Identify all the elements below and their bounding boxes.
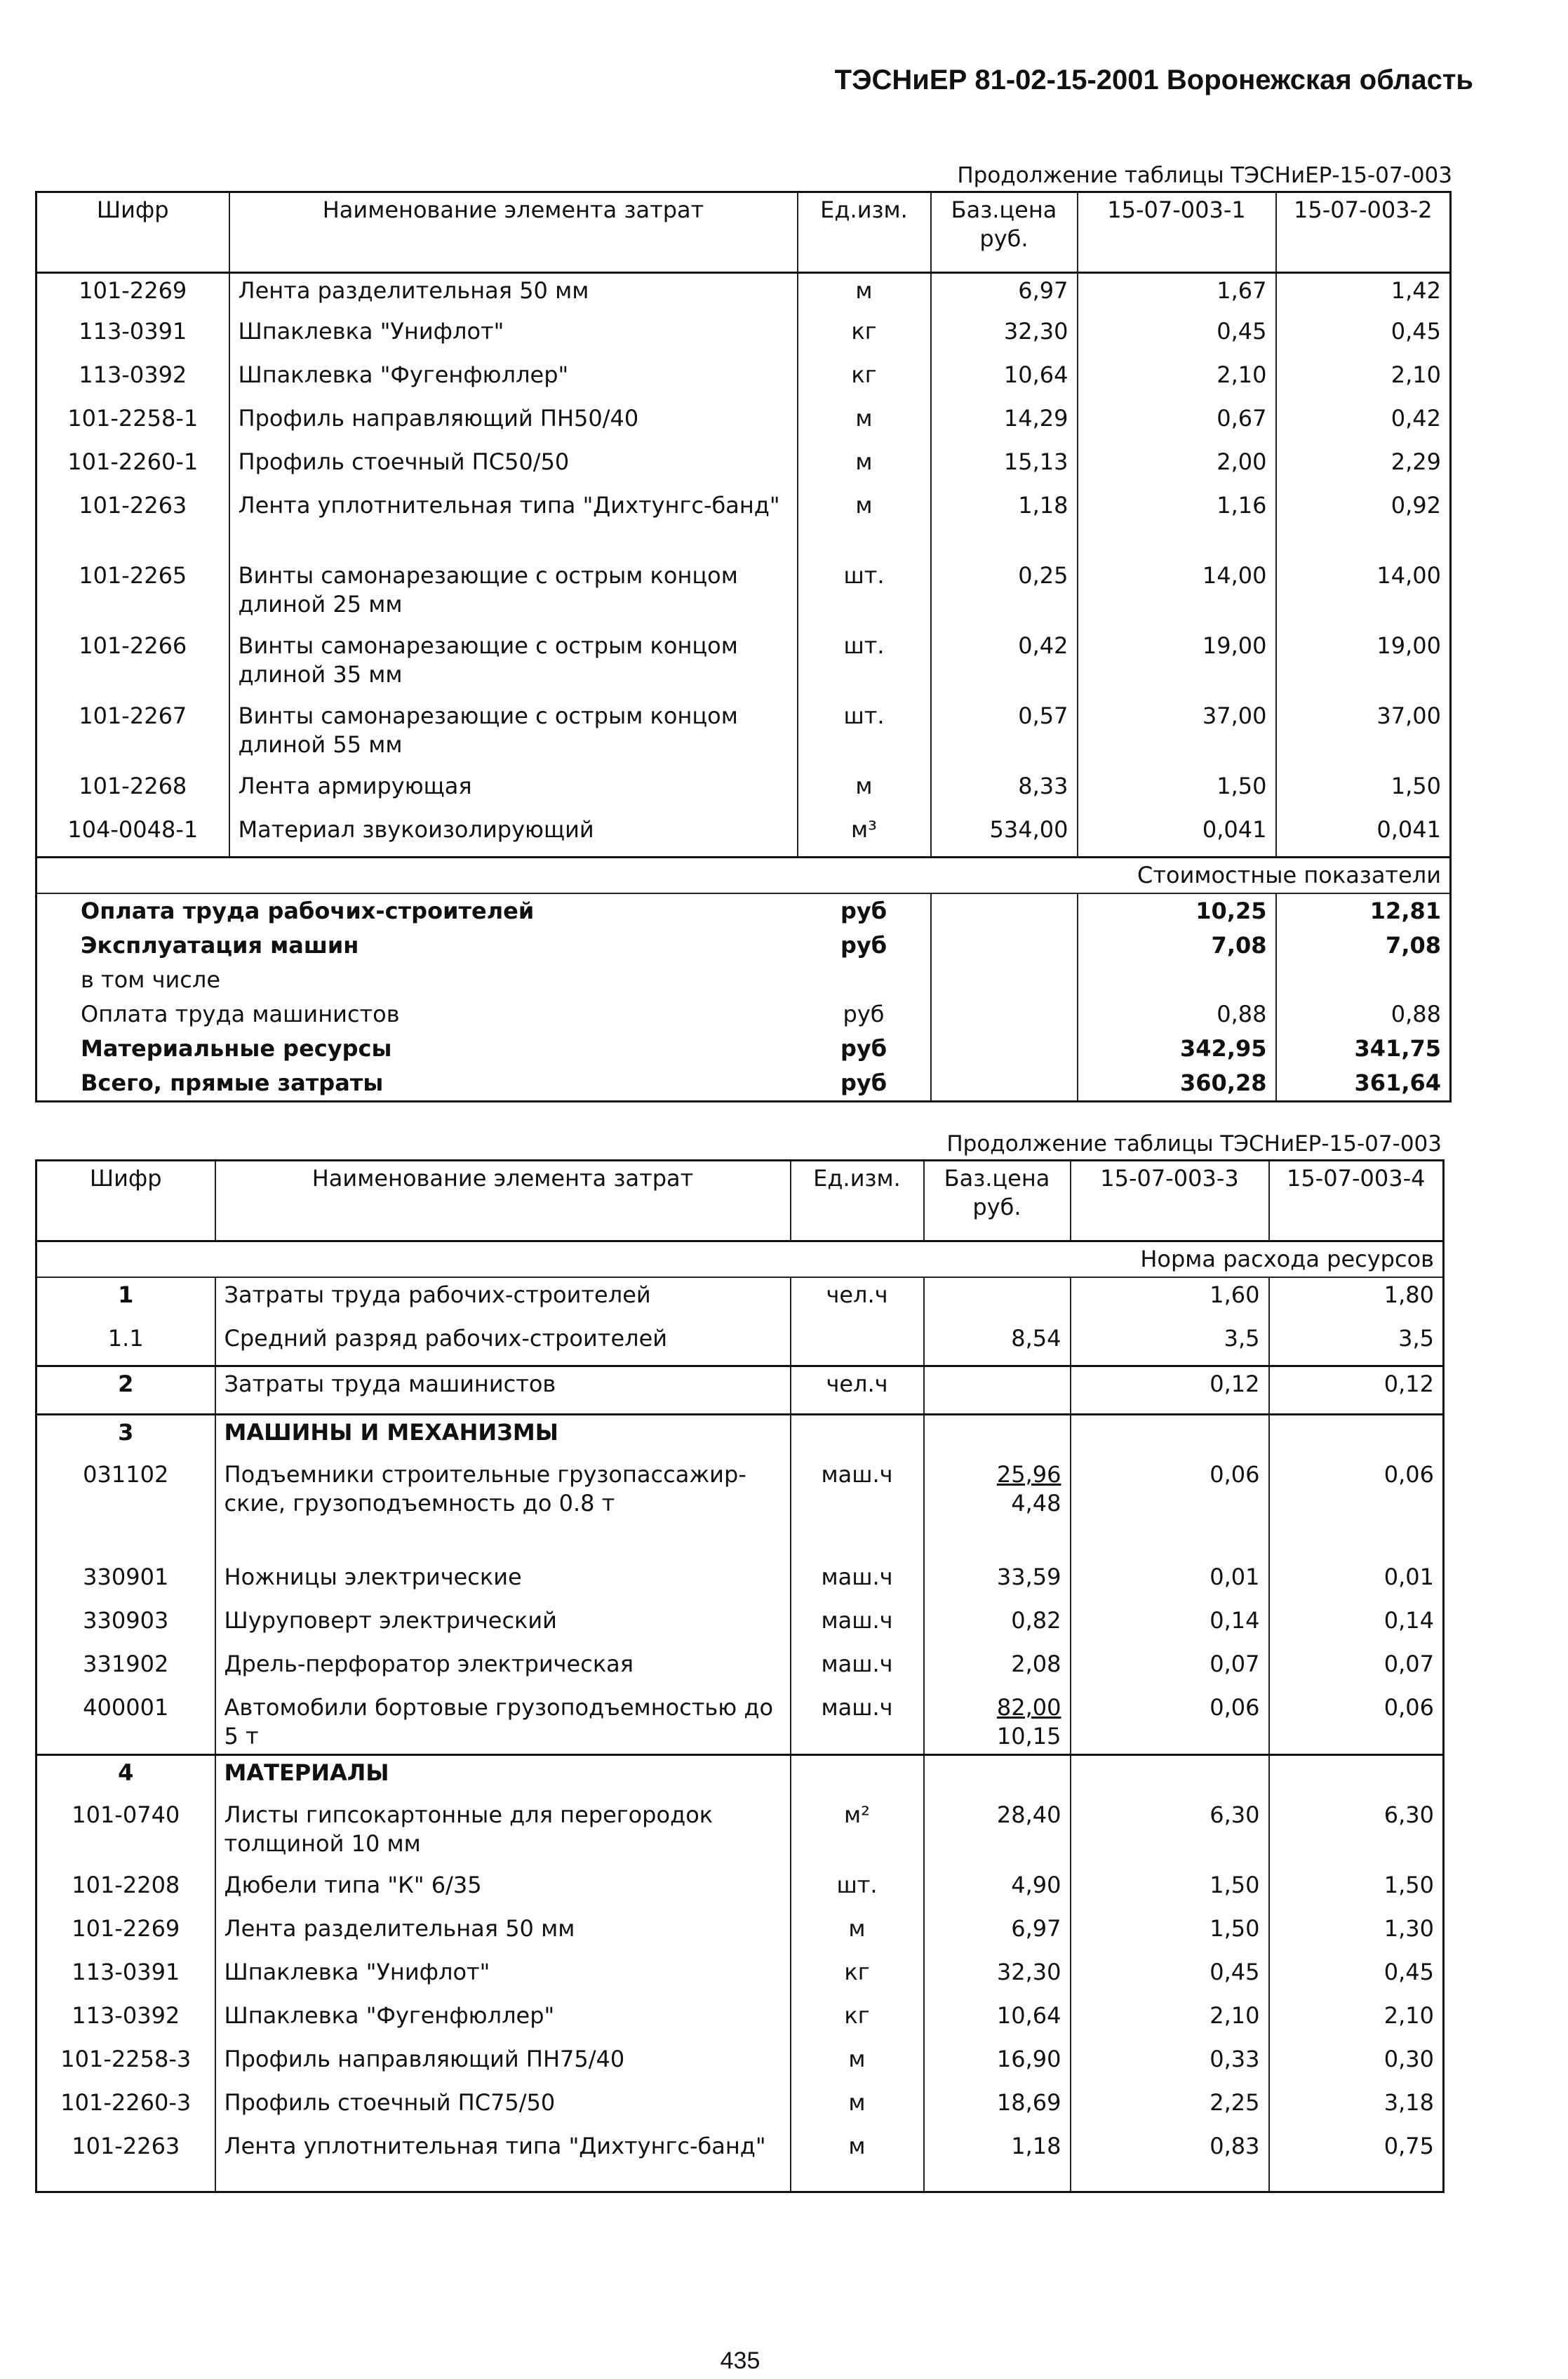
base-price-value: 2,08 (1011, 1650, 1061, 1677)
resource-code: 3 (36, 1414, 215, 1458)
resource-name: Шуруповерт электрический (215, 1604, 791, 1647)
table-row (36, 314, 1451, 358)
unit: м (798, 488, 931, 559)
base-price-value: 16,90 (996, 2045, 1061, 2072)
base-price-value: 4,90 (1011, 1871, 1061, 1898)
norm-value-4: 0,14 (1269, 1604, 1444, 1647)
table-row (36, 1366, 1444, 1414)
resource-code: 4 (36, 1754, 215, 1798)
resource-code: 101-2269 (79, 277, 187, 304)
norm-value-3: 0,12 (1071, 1366, 1269, 1414)
resource-name: Шпаклевка "Фугенфюллер" (215, 1999, 791, 2042)
base-price-value: 8,54 (1011, 1324, 1061, 1352)
cost-value-2: 341,75 (1276, 1032, 1451, 1066)
unit: чел.ч (791, 1366, 924, 1414)
col-header-name: Наименование элемента затрат (229, 192, 798, 273)
cost-name: Оплата труда машинистов (81, 1000, 400, 1027)
unit: м (791, 2086, 924, 2129)
operator-wage-price: 10,15 (996, 1722, 1061, 1750)
section-band-label: Норма расхода ресурсов (36, 1241, 1444, 1277)
resource-code: 104-0048-1 (67, 816, 199, 843)
unit: м (791, 2042, 924, 2086)
base-price-value: 10,64 (996, 2001, 1061, 2029)
resource-name: Средний разряд рабочих-строителей (215, 1321, 791, 1366)
resource-code: 2 (36, 1366, 215, 1414)
norm-value-4: 3,5 (1269, 1321, 1444, 1366)
norm-value-2: 0,041 (1276, 813, 1451, 858)
table-row (36, 769, 1451, 813)
norm-value-1: 2,00 (1078, 445, 1276, 488)
norm-value-3: 1,60 (1071, 1277, 1269, 1321)
resource-name: Дюбели типа "К" 6/35 (215, 1868, 791, 1912)
norm-value-4: 0,06 (1269, 1458, 1444, 1560)
unit: чел.ч (791, 1277, 924, 1321)
norm-value-3: 0,01 (1071, 1560, 1269, 1604)
base-price (924, 1604, 1071, 1647)
table1-caption: Продолжение таблицы ТЭСНиЕР-15-07-003 (957, 163, 1452, 188)
unit: шт. (798, 699, 931, 769)
resource-code: 113-0392 (72, 2001, 180, 2029)
base-price (924, 2042, 1071, 2086)
norm-value-1: 1,50 (1078, 769, 1276, 813)
table2-header-row (36, 1161, 1444, 1241)
norm-value-1: 1,16 (1078, 488, 1276, 559)
unit: м³ (798, 813, 931, 858)
resource-name: Затраты труда рабочих-строителей (215, 1277, 791, 1321)
base-price (924, 1647, 1071, 1691)
base-price: 0,25 (931, 559, 1078, 629)
cost-row (36, 1032, 1451, 1066)
table-row (36, 2042, 1444, 2086)
cost-row (36, 928, 1451, 963)
resource-code: 330901 (83, 1563, 169, 1590)
cost-name: Материальные ресурсы (81, 1034, 392, 1062)
cost-unit: руб (840, 931, 887, 959)
base-price: 14,29 (931, 401, 1078, 445)
resource-code: 101-2268 (79, 773, 187, 799)
norm-value-4: 1,30 (1269, 1912, 1444, 1955)
table-row (36, 1999, 1444, 2042)
cost-value-1: 10,25 (1078, 893, 1276, 928)
unit: кг (798, 358, 931, 401)
base-price: 8,33 (931, 769, 1078, 813)
col-header-name: Наименование элемента затрат (215, 1161, 791, 1241)
norm-value-4: 6,30 (1269, 1798, 1444, 1868)
norm-value-3: 0,14 (1071, 1604, 1269, 1647)
base-price-value: 0,82 (1011, 1606, 1061, 1634)
resource-name: Подъемники строительные грузопассажир-ские, грузоподъемность до 0.8 т (215, 1458, 791, 1560)
table-row (36, 1754, 1444, 1798)
base-price-value: 1,18 (1011, 2132, 1061, 2159)
resource-name: Материал звукоизолирующий (229, 813, 798, 858)
norm-value-2: 2,29 (1276, 445, 1451, 488)
unit: м (798, 273, 931, 315)
norm-value-1: 0,67 (1078, 401, 1276, 445)
resource-name: Затраты труда машинистов (215, 1366, 791, 1414)
base-price-value: 32,30 (996, 1958, 1061, 1985)
col-header-unit: Ед.изм. (798, 192, 931, 273)
cost-row (36, 997, 1451, 1032)
unit: м (798, 769, 931, 813)
table-row (36, 699, 1451, 769)
table-row (36, 1912, 1444, 1955)
norm-value-4: 0,30 (1269, 2042, 1444, 2086)
norm-value-2: 2,10 (1276, 358, 1451, 401)
unit (791, 1414, 924, 1458)
resource-code: 101-2269 (72, 1914, 180, 1942)
table-row (36, 2086, 1444, 2129)
unit: м² (791, 1798, 924, 1868)
norm-value-1: 14,00 (1078, 559, 1276, 629)
table-row (36, 401, 1451, 445)
norm-value-3: 0,33 (1071, 2042, 1269, 2086)
norm-value-3: 2,25 (1071, 2086, 1269, 2129)
table2 (35, 1159, 1445, 2193)
col-header-norm-4: 15-07-003-4 (1269, 1161, 1444, 1241)
operator-wage-price: 4,48 (1011, 1489, 1061, 1517)
norm-value-2: 0,45 (1276, 314, 1451, 358)
section-band-row (36, 858, 1451, 893)
resource-name: Листы гипсокартонные для перегородок толщиной 10 мм (215, 1798, 791, 1868)
norm-value-2: 0,42 (1276, 401, 1451, 445)
norm-value-3 (1071, 1414, 1269, 1458)
cost-unit: руб (840, 1069, 887, 1096)
norm-value-3: 2,10 (1071, 1999, 1269, 2042)
resource-code: 101-2265 (79, 562, 187, 589)
base-price: 0,57 (931, 699, 1078, 769)
base-price: 32,30 (931, 314, 1078, 358)
cost-value-2: 361,64 (1276, 1066, 1451, 1101)
resource-code: 113-0391 (72, 1958, 180, 1985)
resource-name: Лента уплотнительная типа "Дихтунгс-банд" (229, 488, 798, 559)
base-price (924, 1560, 1071, 1604)
resource-name: Автомобили бортовые грузоподъемностью до 5 т (215, 1691, 791, 1754)
table1-header-row (36, 192, 1451, 273)
base-price-value: 6,97 (1011, 1914, 1061, 1942)
table-row (36, 1560, 1444, 1604)
norm-value-4: 3,18 (1269, 2086, 1444, 2129)
base-price-value: 82,00 (996, 1693, 1061, 1721)
norm-value-3: 0,06 (1071, 1691, 1269, 1754)
base-price: 0,42 (931, 629, 1078, 699)
base-price (924, 1754, 1071, 1798)
resource-code: 331902 (83, 1650, 169, 1677)
resource-name: Профиль направляющий ПН75/40 (215, 2042, 791, 2086)
cost-name: в том числе (81, 966, 220, 993)
resource-code: 1 (118, 1281, 134, 1308)
resource-name: Винты самонарезающие с острым концом длиной 35 мм (229, 629, 798, 699)
unit: м (798, 445, 931, 488)
table-row (36, 1414, 1444, 1458)
base-price (924, 1868, 1071, 1912)
norm-value-3: 6,30 (1071, 1798, 1269, 1868)
norm-value-2: 0,92 (1276, 488, 1451, 559)
cost-value-1: 0,88 (1078, 997, 1276, 1032)
resource-code: 101-2260-3 (60, 2088, 192, 2116)
norm-value-4 (1269, 1414, 1444, 1458)
base-price (924, 1366, 1071, 1414)
unit: кг (791, 1999, 924, 2042)
unit (791, 1321, 924, 1366)
cost-value-2: 7,08 (1276, 928, 1451, 963)
table-row (36, 559, 1451, 629)
unit: маш.ч (791, 1691, 924, 1754)
norm-value-4: 1,80 (1269, 1277, 1444, 1321)
norm-value-1: 0,041 (1078, 813, 1276, 858)
resource-code: 031102 (83, 1460, 169, 1488)
table-row (36, 629, 1451, 699)
norm-value-1: 0,45 (1078, 314, 1276, 358)
table-row (36, 1955, 1444, 1999)
col-header-norm-3: 15-07-003-3 (1071, 1161, 1269, 1241)
table-row (36, 445, 1451, 488)
section-band-row (36, 1241, 1444, 1277)
norm-value-4: 2,10 (1269, 1999, 1444, 2042)
unit: маш.ч (791, 1604, 924, 1647)
resource-name: МАТЕРИАЛЫ (215, 1754, 791, 1798)
norm-value-2: 19,00 (1276, 629, 1451, 699)
cost-name: Оплата труда рабочих-строителей (81, 897, 535, 924)
cost-value-1: 360,28 (1078, 1066, 1276, 1101)
norm-value-1: 19,00 (1078, 629, 1276, 699)
base-price (924, 1912, 1071, 1955)
col-header-code: Шифр (36, 1161, 215, 1241)
base-price (924, 1321, 1071, 1366)
unit: шт. (798, 559, 931, 629)
resource-name: Профиль стоечный ПС75/50 (215, 2086, 791, 2129)
base-price (924, 2129, 1071, 2192)
unit: шт. (798, 629, 931, 699)
resource-name: Ножницы электрические (215, 1560, 791, 1604)
page-number: 435 (720, 2347, 760, 2374)
table1 (35, 191, 1452, 1102)
resource-code: 101-2260-1 (67, 448, 199, 475)
cost-unit: руб (840, 897, 887, 924)
table-row (36, 1604, 1444, 1647)
unit: м (791, 2129, 924, 2192)
norm-value-4: 0,06 (1269, 1691, 1444, 1754)
norm-value-3: 1,50 (1071, 1868, 1269, 1912)
col-header-norm-1: 15-07-003-1 (1078, 192, 1276, 273)
base-price (924, 1691, 1071, 1754)
base-price (924, 1999, 1071, 2042)
base-price: 10,64 (931, 358, 1078, 401)
resource-code: 101-2263 (72, 2132, 180, 2159)
resource-code: 400001 (83, 1693, 169, 1721)
cost-row (36, 963, 1451, 997)
cost-empty (931, 997, 1078, 1032)
resource-name: Лента уплотнительная типа "Дихтунгс-банд" (215, 2129, 791, 2192)
base-price-value: 28,40 (996, 1801, 1061, 1828)
resource-code: 101-2267 (79, 702, 187, 729)
norm-value-3: 0,83 (1071, 2129, 1269, 2192)
table-row (36, 1458, 1444, 1560)
section-band-label: Стоимостные показатели (36, 858, 1451, 893)
resource-name: Лента разделительная 50 мм (229, 273, 798, 315)
cost-name: Эксплуатация машин (81, 931, 359, 959)
table-row (36, 1647, 1444, 1691)
norm-value-3 (1071, 1754, 1269, 1798)
resource-code: 101-2263 (79, 492, 187, 519)
norm-value-3: 3,5 (1071, 1321, 1269, 1366)
unit: шт. (791, 1868, 924, 1912)
base-price: 1,18 (931, 488, 1078, 559)
unit: маш.ч (791, 1647, 924, 1691)
norm-value-4: 0,01 (1269, 1560, 1444, 1604)
resource-name: Винты самонарезающие с острым концом длиной 55 мм (229, 699, 798, 769)
col-header-unit: Ед.изм. (791, 1161, 924, 1241)
resource-name: Профиль стоечный ПС50/50 (229, 445, 798, 488)
cost-row (36, 893, 1451, 928)
unit: кг (798, 314, 931, 358)
table-row (36, 1798, 1444, 1868)
norm-value-1: 37,00 (1078, 699, 1276, 769)
norm-value-3: 0,07 (1071, 1647, 1269, 1691)
norm-value-2: 37,00 (1276, 699, 1451, 769)
unit (791, 1754, 924, 1798)
table-row (36, 2129, 1444, 2192)
table-row (36, 488, 1451, 559)
cost-value-1: 342,95 (1078, 1032, 1276, 1066)
resource-code: 101-0740 (72, 1801, 180, 1828)
cost-row (36, 1066, 1451, 1101)
unit: маш.ч (791, 1458, 924, 1560)
base-price (924, 2086, 1071, 2129)
table-row (36, 1691, 1444, 1754)
resource-name: Профиль направляющий ПН50/40 (229, 401, 798, 445)
cost-value-1 (1078, 963, 1276, 997)
cost-unit: руб (843, 1000, 885, 1027)
col-header-price: Баз.цена руб. (924, 1161, 1071, 1241)
cost-unit: руб (840, 1034, 887, 1062)
base-price: 6,97 (931, 273, 1078, 315)
norm-value-2: 1,42 (1276, 273, 1451, 315)
cost-value-2 (1276, 963, 1451, 997)
table2-caption: Продолжение таблицы ТЭСНиЕР-15-07-003 (946, 1131, 1442, 1157)
col-header-price: Баз.цена руб. (931, 192, 1078, 273)
table-row (36, 1277, 1444, 1321)
table-row (36, 358, 1451, 401)
base-price: 15,13 (931, 445, 1078, 488)
table-row (36, 1321, 1444, 1366)
unit: маш.ч (791, 1560, 924, 1604)
base-price-value: 33,59 (996, 1563, 1061, 1590)
norm-value-2: 1,50 (1276, 769, 1451, 813)
base-price: 534,00 (931, 813, 1078, 858)
cost-empty (931, 963, 1078, 997)
norm-value-4 (1269, 1754, 1444, 1798)
cost-empty (931, 893, 1078, 928)
document-title: ТЭСНиЕР 81-02-15-2001 Воронежская область (834, 65, 1473, 95)
norm-value-2: 14,00 (1276, 559, 1451, 629)
resource-name: Лента разделительная 50 мм (215, 1912, 791, 1955)
resource-code: 330903 (83, 1606, 169, 1634)
norm-value-4: 1,50 (1269, 1868, 1444, 1912)
resource-name: Дрель-перфоратор электрическая (215, 1647, 791, 1691)
cost-empty (931, 928, 1078, 963)
col-header-norm-2: 15-07-003-2 (1276, 192, 1451, 273)
col-header-code: Шифр (36, 192, 229, 273)
resource-name: Шпаклевка "Унифлот" (215, 1955, 791, 1999)
base-price (924, 1277, 1071, 1321)
norm-value-1: 2,10 (1078, 358, 1276, 401)
norm-value-4: 0,75 (1269, 2129, 1444, 2192)
unit: м (798, 401, 931, 445)
resource-name: Лента армирующая (229, 769, 798, 813)
base-price-value: 25,96 (996, 1460, 1061, 1488)
cost-value-2: 0,88 (1276, 997, 1451, 1032)
norm-value-4: 0,07 (1269, 1647, 1444, 1691)
cost-value-1: 7,08 (1078, 928, 1276, 963)
norm-value-3: 1,50 (1071, 1912, 1269, 1955)
norm-value-4: 0,45 (1269, 1955, 1444, 1999)
base-price (924, 1955, 1071, 1999)
resource-name: МАШИНЫ И МЕХАНИЗМЫ (215, 1414, 791, 1458)
norm-value-4: 0,12 (1269, 1366, 1444, 1414)
base-price (924, 1414, 1071, 1458)
base-price (924, 1458, 1071, 1560)
norm-value-1: 1,67 (1078, 273, 1276, 315)
norm-value-3: 0,45 (1071, 1955, 1269, 1999)
resource-code: 101-2258-3 (60, 2045, 192, 2072)
cost-value-2: 12,81 (1276, 893, 1451, 928)
unit: м (791, 1912, 924, 1955)
table-row (36, 1868, 1444, 1912)
cost-empty (931, 1066, 1078, 1101)
base-price (924, 1798, 1071, 1868)
norm-value-3: 0,06 (1071, 1458, 1269, 1560)
resource-name: Винты самонарезающие с острым концом длиной 25 мм (229, 559, 798, 629)
resource-code: 113-0391 (79, 318, 187, 345)
unit: кг (791, 1955, 924, 1999)
cost-name: Всего, прямые затраты (81, 1069, 384, 1096)
cost-empty (931, 1032, 1078, 1066)
resource-code: 101-2258-1 (67, 405, 199, 432)
resource-name: Шпаклевка "Фугенфюллер" (229, 358, 798, 401)
resource-code: 101-2208 (72, 1871, 180, 1898)
base-price-value: 18,69 (996, 2088, 1061, 2116)
resource-code: 101-2266 (79, 632, 187, 659)
resource-code: 1.1 (107, 1324, 144, 1352)
table-row (36, 273, 1451, 315)
resource-code: 113-0392 (79, 361, 187, 388)
cost-unit (798, 963, 931, 997)
table-row (36, 813, 1451, 858)
resource-name: Шпаклевка "Унифлот" (229, 314, 798, 358)
